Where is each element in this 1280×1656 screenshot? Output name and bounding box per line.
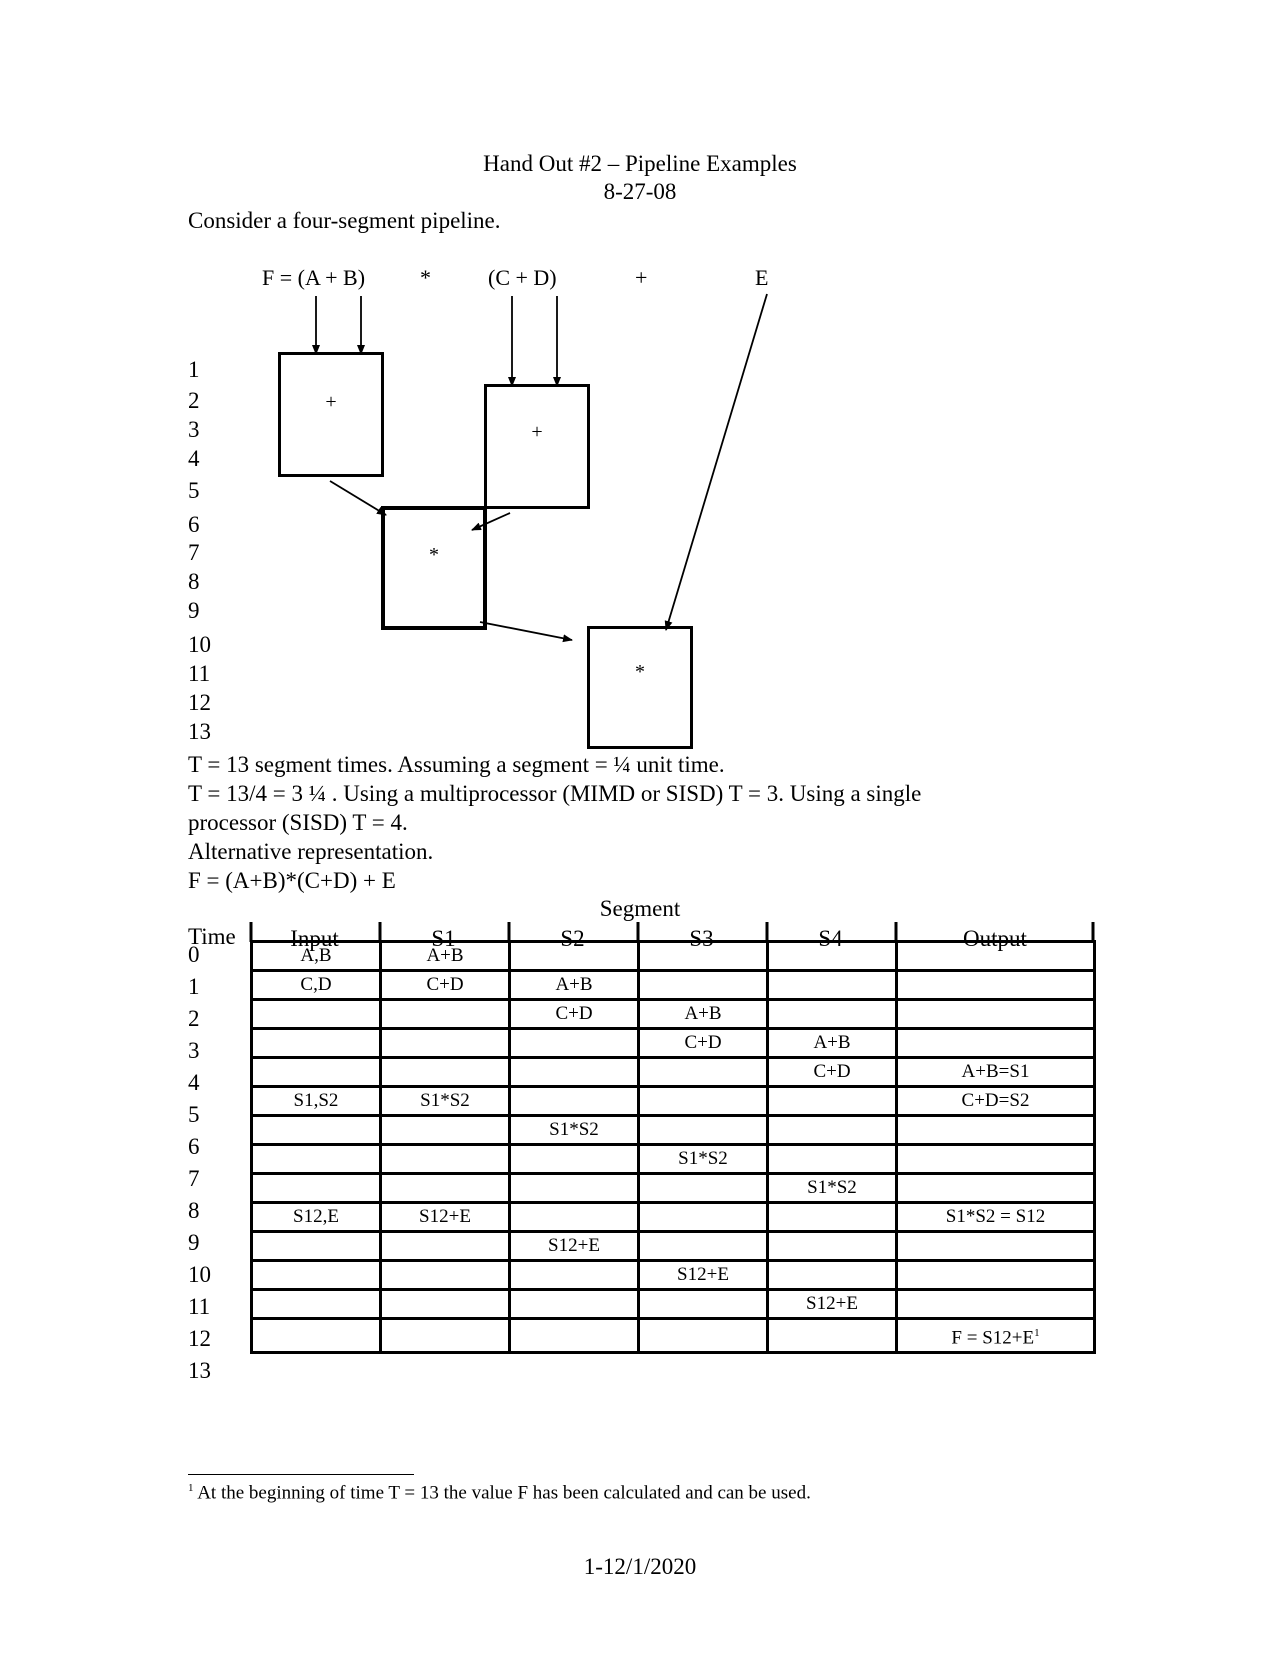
table-row — [252, 1261, 1095, 1290]
table-cell — [768, 1116, 897, 1145]
row-number: 3 — [188, 417, 200, 442]
table-row — [252, 1145, 1095, 1174]
col-header-s3: S3 — [689, 926, 714, 951]
row-number: 7 — [188, 540, 200, 565]
table-cell — [897, 1174, 1095, 1203]
time-header: Time — [188, 924, 236, 949]
time-value: 2 — [188, 1006, 200, 1031]
cell-value: C+D — [813, 1061, 851, 1082]
expr-mul: * — [420, 265, 431, 290]
table-row — [252, 1290, 1095, 1319]
table-cell — [639, 1029, 768, 1058]
table-cell — [639, 1058, 768, 1087]
table-cell — [252, 1319, 381, 1353]
table-cell — [897, 1087, 1095, 1116]
footnote — [188, 1482, 811, 1504]
table-cell — [897, 942, 1095, 971]
table-row — [252, 1174, 1095, 1203]
cell-value: C+D — [426, 974, 464, 995]
table-cell — [252, 971, 381, 1000]
segment-group-header: Segment — [599, 896, 681, 921]
paragraph-line-4: Alternative representation. — [188, 839, 434, 864]
time-value: 5 — [188, 1102, 200, 1127]
table-cell — [252, 1174, 381, 1203]
cell-value: S1*S2 — [807, 1177, 857, 1198]
page-footer: 1-12/1/2020 — [583, 1554, 697, 1579]
time-value: 0 — [188, 942, 200, 967]
footnote-separator — [188, 1474, 414, 1475]
table-cell — [510, 1116, 639, 1145]
table-cell — [252, 942, 381, 971]
cell-value: A+B — [684, 1003, 722, 1024]
table-cell — [510, 1261, 639, 1290]
table-cell — [510, 1087, 639, 1116]
time-value: 7 — [188, 1166, 200, 1191]
table-cell — [381, 1174, 510, 1203]
row-number: 1 — [188, 357, 200, 382]
table-cell — [897, 1203, 1095, 1232]
page-title: Hand Out #2 – Pipeline Examples — [483, 151, 797, 176]
intro-text: Consider a four-segment pipeline. — [188, 208, 501, 233]
row-number: 6 — [188, 512, 200, 537]
paragraph-line-3: processor (SISD) T = 4. — [188, 810, 408, 835]
table-cell — [381, 1145, 510, 1174]
table-cell — [639, 1290, 768, 1319]
time-value: 10 — [188, 1262, 211, 1287]
table-cell — [639, 1232, 768, 1261]
table-cell — [768, 1232, 897, 1261]
col-header-output: Output — [963, 926, 1027, 951]
row-number: 12 — [188, 690, 211, 715]
time-value: 9 — [188, 1230, 200, 1255]
table-cell — [252, 1290, 381, 1319]
table-cell — [252, 1087, 381, 1116]
row-number: 4 — [188, 446, 200, 471]
table-cell — [252, 1000, 381, 1029]
table-cell — [768, 942, 897, 971]
time-value: 12 — [188, 1326, 211, 1351]
cell-value: S12,E — [293, 1206, 339, 1227]
col-header-s1: S1 — [431, 926, 456, 951]
cell-value: A,B — [300, 945, 332, 966]
time-value: 13 — [188, 1358, 211, 1383]
row-number: 5 — [188, 478, 200, 503]
table-cell — [252, 1116, 381, 1145]
table-cell — [768, 1029, 897, 1058]
cell-value: C+D — [684, 1032, 722, 1053]
table-cell — [768, 1290, 897, 1319]
expr-f-ab: F = (A + B) — [262, 265, 366, 290]
table-cell — [510, 1203, 639, 1232]
table-cell — [768, 1203, 897, 1232]
cell-value: S12+E — [677, 1264, 729, 1285]
final-op: * — [635, 661, 645, 683]
time-value: 8 — [188, 1198, 200, 1223]
row-number: 9 — [188, 598, 200, 623]
table-cell — [639, 1145, 768, 1174]
time-value: 1 — [188, 974, 200, 999]
row-number: 2 — [188, 388, 200, 413]
table-cell — [768, 1000, 897, 1029]
table-cell — [897, 1116, 1095, 1145]
table-cell — [381, 1116, 510, 1145]
table-cell — [897, 1029, 1095, 1058]
table-cell — [768, 1145, 897, 1174]
cell-value: A+B=S1 — [961, 1061, 1030, 1082]
table-cell — [639, 1000, 768, 1029]
adder-cd-op: + — [531, 421, 543, 443]
table-cell — [639, 971, 768, 1000]
table-cell — [639, 1087, 768, 1116]
expr-cd: (C + D) — [488, 265, 557, 290]
table-cell — [381, 1203, 510, 1232]
table-cell — [768, 1261, 897, 1290]
row-number: 11 — [188, 661, 211, 686]
time-value: 4 — [188, 1070, 200, 1095]
expr-e: E — [755, 265, 769, 290]
table-cell — [381, 1290, 510, 1319]
table-cell — [768, 1319, 897, 1353]
table-cell — [768, 971, 897, 1000]
cell-value: S12+E — [806, 1293, 858, 1314]
table-cell — [510, 1000, 639, 1029]
table-cell — [768, 1174, 897, 1203]
col-header-s2: S2 — [560, 926, 585, 951]
row-number: 13 — [188, 719, 211, 744]
table-cell — [897, 1232, 1095, 1261]
table-cell — [639, 1174, 768, 1203]
cell-value: S12+E — [548, 1235, 600, 1256]
table-cell — [252, 1058, 381, 1087]
footnote-mark: 1 — [188, 1482, 194, 1494]
cell-value: F = S12+E — [951, 1327, 1035, 1349]
paragraph-line-1: T = 13 segment times. Assuming a segment = ¼ unit time. — [188, 752, 725, 777]
cell-value: A+B — [426, 945, 464, 966]
table-cell — [897, 1058, 1095, 1087]
table-row — [252, 942, 1095, 971]
col-header-s4: S4 — [818, 926, 843, 951]
table-cell — [510, 971, 639, 1000]
cell-value: C,D — [300, 974, 332, 995]
table-cell — [252, 1261, 381, 1290]
table-cell — [639, 1319, 768, 1353]
table-cell — [768, 1058, 897, 1087]
table-cell — [252, 1203, 381, 1232]
cell-value: S1*S2 — [678, 1148, 728, 1169]
table-cell — [897, 1145, 1095, 1174]
table-row — [252, 1087, 1095, 1116]
table-row — [252, 1000, 1095, 1029]
page-date: 8-27-08 — [603, 179, 677, 204]
table-cell — [381, 942, 510, 971]
table-cell — [510, 942, 639, 971]
table-cell — [510, 1174, 639, 1203]
table-cell — [381, 1319, 510, 1353]
table-cell — [510, 1319, 639, 1353]
table-cell — [252, 1029, 381, 1058]
cell-value: C+D — [555, 1003, 593, 1024]
table-cell — [510, 1145, 639, 1174]
table-row — [252, 971, 1095, 1000]
table-row — [252, 1116, 1095, 1145]
cell-value: S1,S2 — [293, 1090, 339, 1111]
table-row — [252, 1232, 1095, 1261]
table-cell — [381, 1087, 510, 1116]
cell-value: S1*S2 — [420, 1090, 470, 1111]
table-cell — [252, 1232, 381, 1261]
table-cell — [252, 1145, 381, 1174]
table-cell — [381, 971, 510, 1000]
table-cell — [639, 1203, 768, 1232]
table-cell — [381, 1261, 510, 1290]
table-cell — [381, 1058, 510, 1087]
footnote-text: At the beginning of time T = 13 the value F has been calculated and can be used. — [193, 1482, 811, 1504]
table-cell — [510, 1290, 639, 1319]
table-cell — [510, 1232, 639, 1261]
table-row — [252, 1029, 1095, 1058]
paragraph-line-5: F = (A+B)*(C+D) + E — [188, 868, 396, 893]
time-value: 11 — [188, 1294, 211, 1319]
table-cell — [768, 1087, 897, 1116]
cell-value: C+D=S2 — [961, 1090, 1030, 1111]
table-cell — [897, 1000, 1095, 1029]
table-cell — [897, 971, 1095, 1000]
table-cell — [381, 1232, 510, 1261]
pipeline-table — [250, 940, 1096, 1354]
cell-value: A+B — [813, 1032, 851, 1053]
time-value: 6 — [188, 1134, 200, 1159]
cell-value: S1*S2 — [549, 1119, 599, 1140]
table-row — [252, 1058, 1095, 1087]
time-value: 3 — [188, 1038, 200, 1063]
row-number: 8 — [188, 569, 200, 594]
table-cell — [639, 1116, 768, 1145]
multiplier-op: * — [429, 544, 439, 566]
table-row — [252, 1319, 1095, 1353]
footnote-reference: 1 — [1034, 1327, 1040, 1339]
row-number: 10 — [188, 632, 211, 657]
cell-value: S1*S2 = S12 — [945, 1206, 1046, 1227]
table-cell — [510, 1058, 639, 1087]
table-cell — [897, 1319, 1095, 1353]
table-cell — [897, 1290, 1095, 1319]
table-cell — [639, 1261, 768, 1290]
expr-plus: + — [635, 265, 648, 290]
col-header-input: Input — [290, 926, 339, 951]
adder-ab-op: + — [325, 391, 337, 413]
cell-value: A+B — [555, 974, 593, 995]
cell-value: S12+E — [419, 1206, 471, 1227]
table-cell — [381, 1029, 510, 1058]
table-cell — [897, 1261, 1095, 1290]
paragraph-line-2: T = 13/4 = 3 ¼ . Using a multiprocessor (MIMD or SISD) T = 3. Using a single — [188, 781, 922, 806]
table-cell — [381, 1000, 510, 1029]
table-cell — [639, 942, 768, 971]
table-cell — [510, 1029, 639, 1058]
table-row — [252, 1203, 1095, 1232]
